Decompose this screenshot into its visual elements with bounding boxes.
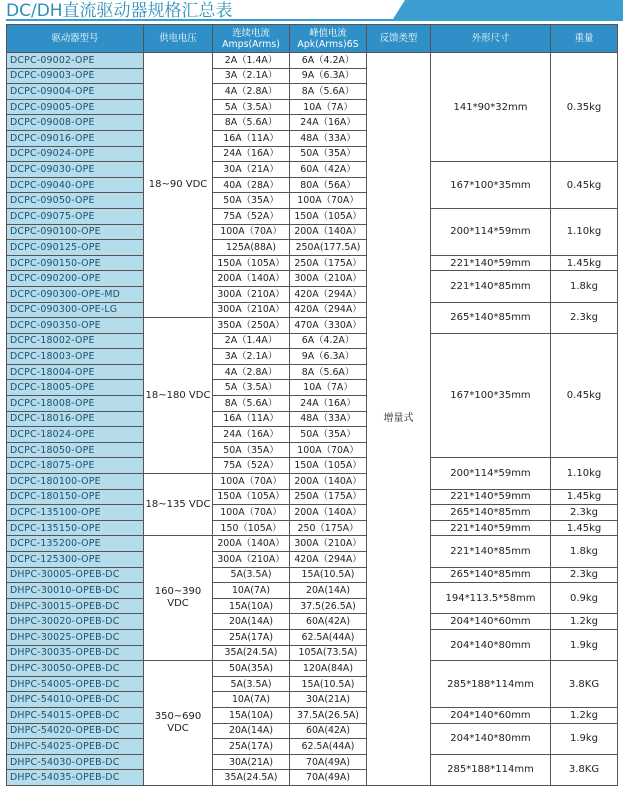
- dimensions-cell: 221*140*85mm: [431, 271, 551, 302]
- weight-cell: 2.3kg: [551, 505, 618, 521]
- header-peak-line1: 峰值电流: [309, 27, 347, 39]
- weight-cell: 1.45kg: [551, 255, 618, 271]
- peak-current-cell: 470A（330A）: [290, 318, 367, 334]
- model-cell: DHPC-30020-OPEB-DC: [7, 614, 144, 630]
- weight-cell: 1.8kg: [551, 536, 618, 567]
- peak-current-cell: 300A（210A）: [290, 536, 367, 552]
- dimensions-cell: 200*114*59mm: [431, 208, 551, 255]
- continuous-current-cell: 350A（250A）: [213, 318, 290, 334]
- continuous-current-cell: 35A(24.5A): [213, 770, 290, 786]
- table-row: [7, 302, 618, 318]
- peak-current-cell: 300A（210A）: [290, 271, 367, 287]
- model-cell: DCPC-09030-OPE: [7, 162, 144, 178]
- continuous-current-cell: 50A（35A）: [213, 442, 290, 458]
- continuous-current-cell: 30A(21A): [213, 754, 290, 770]
- model-cell: DCPC-18075-OPE: [7, 458, 144, 474]
- model-cell: DCPC-09075-OPE: [7, 208, 144, 224]
- peak-current-cell: 15A(10.5A): [290, 676, 367, 692]
- model-cell: DCPC-090125-OPE: [7, 240, 144, 256]
- peak-current-cell: 420A（294A）: [290, 286, 367, 302]
- peak-current-cell: 70A(49A): [290, 754, 367, 770]
- peak-current-cell: 200A（140A）: [290, 505, 367, 521]
- model-cell: DCPC-18024-OPE: [7, 427, 144, 443]
- header-continuous-current: [213, 25, 290, 53]
- weight-cell: 1.45kg: [551, 489, 618, 505]
- weight-cell: 2.3kg: [551, 302, 618, 333]
- dimensions-cell: 204*140*80mm: [431, 723, 551, 754]
- table-row: [7, 489, 618, 505]
- peak-current-cell: 6A（4.2A）: [290, 53, 367, 69]
- dimensions-cell: 221*140*59mm: [431, 255, 551, 271]
- model-cell: DCPC-090100-OPE: [7, 224, 144, 240]
- continuous-current-cell: 150（105A）: [213, 520, 290, 536]
- weight-cell: 0.45kg: [551, 333, 618, 458]
- voltage-cell: 18~135 VDC: [144, 474, 213, 536]
- peak-current-cell: 100A（70A）: [290, 193, 367, 209]
- continuous-current-cell: 3A（2.1A）: [213, 68, 290, 84]
- model-cell: DCPC-135200-OPE: [7, 536, 144, 552]
- model-cell: DHPC-54030-OPEB-DC: [7, 754, 144, 770]
- model-cell: DCPC-18050-OPE: [7, 442, 144, 458]
- model-cell: DCPC-18003-OPE: [7, 349, 144, 365]
- model-cell: DCPC-18005-OPE: [7, 380, 144, 396]
- weight-cell: 1.45kg: [551, 520, 618, 536]
- model-cell: DHPC-54035-OPEB-DC: [7, 770, 144, 786]
- model-cell: DHPC-54005-OPEB-DC: [7, 676, 144, 692]
- dimensions-cell: 141*90*32mm: [431, 53, 551, 162]
- dimensions-cell: 265*140*85mm: [431, 302, 551, 333]
- model-cell: DCPC-09005-OPE: [7, 99, 144, 115]
- model-cell: DCPC-09050-OPE: [7, 193, 144, 209]
- peak-current-cell: 105A(73.5A): [290, 645, 367, 661]
- dimensions-cell: 221*140*59mm: [431, 520, 551, 536]
- table-row: [7, 53, 618, 69]
- model-cell: DCPC-090300-OPE-MD: [7, 286, 144, 302]
- spec-table: [6, 24, 618, 786]
- continuous-current-cell: 5A（3.5A）: [213, 99, 290, 115]
- peak-current-cell: 150A（105A）: [290, 458, 367, 474]
- model-cell: DCPC-090200-OPE: [7, 271, 144, 287]
- title-decor-tab: [393, 0, 623, 19]
- title-bar: [0, 0, 623, 24]
- table-row: [7, 754, 618, 770]
- continuous-current-cell: 200A（140A）: [213, 536, 290, 552]
- peak-current-cell: 150A（105A）: [290, 208, 367, 224]
- voltage-cell: 160~390 VDC: [144, 536, 213, 661]
- continuous-current-cell: 15A(10A): [213, 598, 290, 614]
- peak-current-cell: 9A（6.3A）: [290, 68, 367, 84]
- model-cell: DCPC-09008-OPE: [7, 115, 144, 131]
- peak-current-cell: 80A（56A）: [290, 177, 367, 193]
- dimensions-cell: 194*113.5*58mm: [431, 583, 551, 614]
- header-peak-line2: Apk(Arms)6S: [297, 38, 359, 50]
- weight-cell: 1.9kg: [551, 629, 618, 660]
- table-row: [7, 255, 618, 271]
- continuous-current-cell: 24A（16A）: [213, 427, 290, 443]
- continuous-current-cell: 8A（5.6A）: [213, 115, 290, 131]
- voltage-cell: 18~180 VDC: [144, 318, 213, 474]
- table-row: [7, 333, 618, 349]
- peak-current-cell: 62.5A(44A): [290, 739, 367, 755]
- peak-current-cell: 10A（7A）: [290, 380, 367, 396]
- model-cell: DCPC-180150-OPE: [7, 489, 144, 505]
- continuous-current-cell: 2A（1.4A）: [213, 53, 290, 69]
- continuous-current-cell: 150A（105A）: [213, 489, 290, 505]
- continuous-current-cell: 5A(3.5A): [213, 567, 290, 583]
- peak-current-cell: 250A（175A）: [290, 255, 367, 271]
- peak-current-cell: 50A（35A）: [290, 427, 367, 443]
- continuous-current-cell: 125A(88A): [213, 240, 290, 256]
- continuous-current-cell: 35A(24.5A): [213, 645, 290, 661]
- spec-body: [7, 53, 618, 786]
- continuous-current-cell: 4A（2.8A）: [213, 364, 290, 380]
- page-title: DC/DH直流驱动器规格汇总表: [6, 1, 233, 21]
- continuous-current-cell: 16A（11A）: [213, 130, 290, 146]
- header-row: [7, 25, 618, 53]
- table-row: [7, 271, 618, 287]
- dimensions-cell: 167*100*35mm: [431, 162, 551, 209]
- peak-current-cell: 8A（5.6A）: [290, 364, 367, 380]
- table-row: [7, 567, 618, 583]
- dimensions-cell: 265*140*85mm: [431, 567, 551, 583]
- dimensions-cell: 221*140*59mm: [431, 489, 551, 505]
- table-row: [7, 505, 618, 521]
- model-cell: DHPC-54025-OPEB-DC: [7, 739, 144, 755]
- model-cell: DCPC-18016-OPE: [7, 411, 144, 427]
- weight-cell: 1.10kg: [551, 208, 618, 255]
- dimensions-cell: 204*140*60mm: [431, 707, 551, 723]
- continuous-current-cell: 3A（2.1A）: [213, 349, 290, 365]
- peak-current-cell: 50A（35A）: [290, 146, 367, 162]
- header-cont-line2: Amps(Arms): [222, 38, 280, 50]
- peak-current-cell: 30A(21A): [290, 692, 367, 708]
- peak-current-cell: 250A(177.5A): [290, 240, 367, 256]
- model-cell: DCPC-09024-OPE: [7, 146, 144, 162]
- table-row: [7, 661, 618, 677]
- table-row: [7, 707, 618, 723]
- continuous-current-cell: 200A（140A）: [213, 271, 290, 287]
- weight-cell: 3.8KG: [551, 754, 618, 785]
- model-cell: DCPC-09004-OPE: [7, 84, 144, 100]
- model-cell: DHPC-30015-OPEB-DC: [7, 598, 144, 614]
- table-row: [7, 536, 618, 552]
- weight-cell: 1.10kg: [551, 458, 618, 489]
- model-cell: DHPC-54020-OPEB-DC: [7, 723, 144, 739]
- model-cell: DCPC-18004-OPE: [7, 364, 144, 380]
- dimensions-cell: 167*100*35mm: [431, 333, 551, 458]
- continuous-current-cell: 300A（210A）: [213, 552, 290, 568]
- header-feedback: 反馈类型: [367, 25, 431, 53]
- header-weight: 重量: [551, 25, 618, 53]
- peak-current-cell: 24A（16A）: [290, 396, 367, 412]
- continuous-current-cell: 5A（3.5A）: [213, 380, 290, 396]
- peak-current-cell: 9A（6.3A）: [290, 349, 367, 365]
- continuous-current-cell: 40A（28A）: [213, 177, 290, 193]
- model-cell: DCPC-090150-OPE: [7, 255, 144, 271]
- weight-cell: 2.3kg: [551, 567, 618, 583]
- table-row: [7, 583, 618, 599]
- continuous-current-cell: 100A（70A）: [213, 474, 290, 490]
- voltage-cell: 18~90 VDC: [144, 53, 213, 318]
- model-cell: DCPC-09003-OPE: [7, 68, 144, 84]
- peak-current-cell: 15A(10.5A): [290, 567, 367, 583]
- weight-cell: 0.9kg: [551, 583, 618, 614]
- continuous-current-cell: 100A（70A）: [213, 224, 290, 240]
- peak-current-cell: 62.5A(44A): [290, 629, 367, 645]
- model-cell: DCPC-125300-OPE: [7, 552, 144, 568]
- dimensions-cell: 204*140*80mm: [431, 629, 551, 660]
- peak-current-cell: 48A（33A）: [290, 130, 367, 146]
- continuous-current-cell: 25A(17A): [213, 739, 290, 755]
- header-dimensions: 外形尺寸: [431, 25, 551, 53]
- peak-current-cell: 70A(49A): [290, 770, 367, 786]
- weight-cell: 0.35kg: [551, 53, 618, 162]
- continuous-current-cell: 15A(10A): [213, 707, 290, 723]
- model-cell: DCPC-09002-OPE: [7, 53, 144, 69]
- continuous-current-cell: 100A（70A）: [213, 505, 290, 521]
- peak-current-cell: 24A（16A）: [290, 115, 367, 131]
- model-cell: DCPC-135100-OPE: [7, 505, 144, 521]
- feedback-type-cell: 增量式: [367, 53, 431, 786]
- peak-current-cell: 250A（175A）: [290, 489, 367, 505]
- model-cell: DHPC-30050-OPEB-DC: [7, 661, 144, 677]
- model-cell: DHPC-30010-OPEB-DC: [7, 583, 144, 599]
- peak-current-cell: 60A(42A): [290, 723, 367, 739]
- continuous-current-cell: 5A(3.5A): [213, 676, 290, 692]
- peak-current-cell: 37.5(26.5A): [290, 598, 367, 614]
- header-cont-line1: 连续电流: [232, 27, 270, 39]
- peak-current-cell: 100A（70A）: [290, 442, 367, 458]
- weight-cell: 1.9kg: [551, 723, 618, 754]
- continuous-current-cell: 2A（1.4A）: [213, 333, 290, 349]
- continuous-current-cell: 8A（5.6A）: [213, 396, 290, 412]
- continuous-current-cell: 75A（52A）: [213, 208, 290, 224]
- header-peak-current: [290, 25, 367, 53]
- voltage-cell: 350~690 VDC: [144, 661, 213, 786]
- model-cell: DHPC-30035-OPEB-DC: [7, 645, 144, 661]
- table-row: [7, 723, 618, 739]
- peak-current-cell: 250（175A）: [290, 520, 367, 536]
- weight-cell: 3.8KG: [551, 661, 618, 708]
- continuous-current-cell: 50A（35A）: [213, 193, 290, 209]
- model-cell: DCPC-090350-OPE: [7, 318, 144, 334]
- continuous-current-cell: 10A(7A): [213, 583, 290, 599]
- peak-current-cell: 20A(14A): [290, 583, 367, 599]
- dimensions-cell: 265*140*85mm: [431, 505, 551, 521]
- model-cell: DCPC-135150-OPE: [7, 520, 144, 536]
- header-model: 驱动器型号: [7, 25, 144, 53]
- model-cell: DHPC-30025-OPEB-DC: [7, 629, 144, 645]
- continuous-current-cell: 75A（52A）: [213, 458, 290, 474]
- continuous-current-cell: 24A（16A）: [213, 146, 290, 162]
- continuous-current-cell: 300A（210A）: [213, 302, 290, 318]
- weight-cell: 1.2kg: [551, 614, 618, 630]
- peak-current-cell: 6A（4.2A）: [290, 333, 367, 349]
- continuous-current-cell: 50A(35A): [213, 661, 290, 677]
- peak-current-cell: 37.5A(26.5A): [290, 707, 367, 723]
- table-row: [7, 629, 618, 645]
- peak-current-cell: 420A（294A）: [290, 302, 367, 318]
- continuous-current-cell: 25A(17A): [213, 629, 290, 645]
- table-row: [7, 614, 618, 630]
- table-row: [7, 520, 618, 536]
- model-cell: DHPC-54010-OPEB-DC: [7, 692, 144, 708]
- model-cell: DCPC-09016-OPE: [7, 130, 144, 146]
- peak-current-cell: 10A（7A）: [290, 99, 367, 115]
- peak-current-cell: 60A（42A）: [290, 162, 367, 178]
- continuous-current-cell: 30A（21A）: [213, 162, 290, 178]
- peak-current-cell: 120A(84A): [290, 661, 367, 677]
- continuous-current-cell: 20A(14A): [213, 614, 290, 630]
- model-cell: DCPC-18002-OPE: [7, 333, 144, 349]
- continuous-current-cell: 20A(14A): [213, 723, 290, 739]
- model-cell: DCPC-180100-OPE: [7, 474, 144, 490]
- peak-current-cell: 420A（294A）: [290, 552, 367, 568]
- dimensions-cell: 285*188*114mm: [431, 754, 551, 785]
- continuous-current-cell: 300A（210A）: [213, 286, 290, 302]
- peak-current-cell: 48A（33A）: [290, 411, 367, 427]
- model-cell: DHPC-30005-OPEB-DC: [7, 567, 144, 583]
- table-row: [7, 162, 618, 178]
- dimensions-cell: 200*114*59mm: [431, 458, 551, 489]
- model-cell: DCPC-09040-OPE: [7, 177, 144, 193]
- dimensions-cell: 204*140*60mm: [431, 614, 551, 630]
- continuous-current-cell: 4A（2.8A）: [213, 84, 290, 100]
- weight-cell: 1.8kg: [551, 271, 618, 302]
- dimensions-cell: 221*140*85mm: [431, 536, 551, 567]
- peak-current-cell: 200A（140A）: [290, 474, 367, 490]
- peak-current-cell: 60A(42A): [290, 614, 367, 630]
- dimensions-cell: 285*188*114mm: [431, 661, 551, 708]
- weight-cell: 1.2kg: [551, 707, 618, 723]
- table-row: [7, 458, 618, 474]
- model-cell: DCPC-18008-OPE: [7, 396, 144, 412]
- header-voltage: 供电电压: [144, 25, 213, 53]
- peak-current-cell: 8A（5.6A）: [290, 84, 367, 100]
- model-cell: DHPC-54015-OPEB-DC: [7, 707, 144, 723]
- table-row: [7, 208, 618, 224]
- peak-current-cell: 200A（140A）: [290, 224, 367, 240]
- continuous-current-cell: 150A（105A）: [213, 255, 290, 271]
- weight-cell: 0.45kg: [551, 162, 618, 209]
- continuous-current-cell: 16A（11A）: [213, 411, 290, 427]
- continuous-current-cell: 10A(7A): [213, 692, 290, 708]
- model-cell: DCPC-090300-OPE-LG: [7, 302, 144, 318]
